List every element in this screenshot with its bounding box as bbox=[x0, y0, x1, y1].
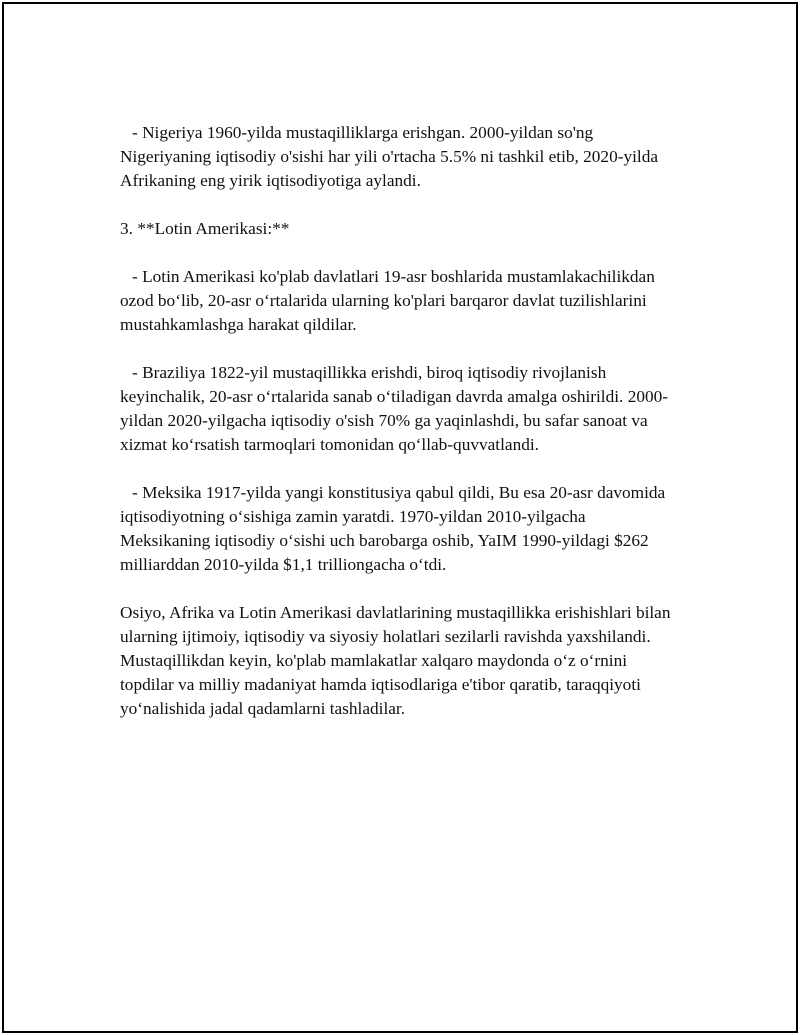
paragraph-mexico: - Meksika 1917-yilda yangi konstitusiya qabul qildi, Bu esa 20-asr davomida iqtisodiyotning o‘sishiga zamin yaratdi. 1970-yildan 2010-yilgacha Meksikaning iqtisodiy o‘sishi uch barobarga oshib, YaIM 1990-yildagi $262 milliarddan 2010-yilda $1,1 trilliongacha o‘tdi. bbox=[120, 483, 670, 574]
paragraph-latin-america: - Lotin Amerikasi ko'plab davlatlari 19-asr boshlarida mustamlakachilikdan ozod bo‘lib, 20-asr o‘rtalarida ularning ko'plari barqaror davlat tuzilishlarini mustahkamlashga harakat qildilar. bbox=[120, 267, 660, 334]
paragraph-brazil: - Braziliya 1822-yil mustaqillikka erishdi, biroq iqtisodiy rivojlanish keyinchalik, 20-asr o‘rtalarida sanab o‘tiladigan davrda amalga oshirildi. 2000-yildan 2020-yilgacha iqtisodiy o'sish 70% ga yaqinlashdi, bu safar sanoat va xizmat ko‘rsatish tarmoqlari tomonidan qo‘llab-quvvatlandi. bbox=[120, 363, 669, 454]
document-body bbox=[120, 121, 680, 745]
page-frame bbox=[2, 2, 798, 1033]
section-heading-latin-america: 3. **Lotin Amerikasi:** bbox=[120, 219, 290, 238]
paragraph-nigeria: - Nigeriya 1960-yilda mustaqilliklarga erishgan. 2000-yildan so'ng Nigeriyaning iqtisodiy o'sishi har yili o'rtacha 5.5% ni tashkil etib, 2020-yilda Afrikaning eng yirik iqtisodiyotiga aylandi. bbox=[120, 123, 662, 190]
paragraph-conclusion: Osiyo, Afrika va Lotin Amerikasi davlatlarining mustaqillikka erishishlari bilan ularning ijtimoiy, iqtisodiy va siyosiy holatlari sezilarli ravishda yaxshilandi. Mustaqillikdan keyin, ko'plab mamlakatlar xalqaro maydonda o‘z o‘rnini topdilar va milliy madaniyat hamda iqtisodlariga e'tibor qaratib, taraqqiyoti yo‘nalishida jadal qadamlarni tashladilar. bbox=[120, 603, 675, 718]
